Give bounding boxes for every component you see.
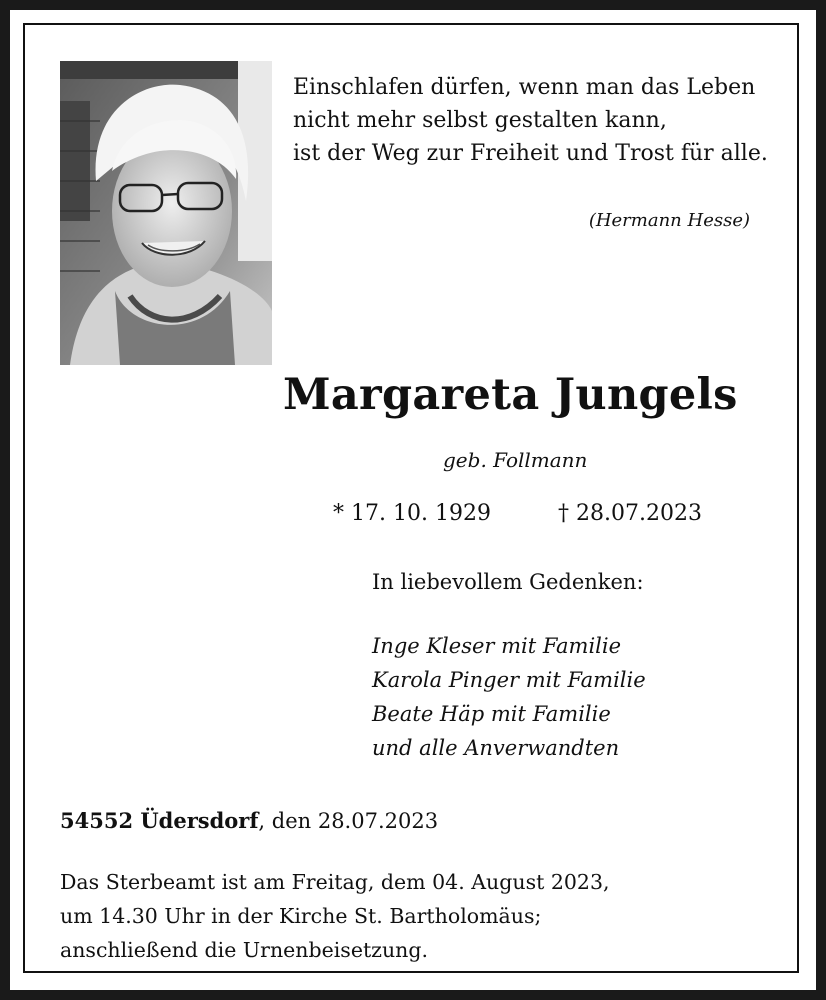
mourner-item: und alle Anverwandten bbox=[372, 736, 620, 760]
quote-source: (Hermann Hesse) bbox=[588, 210, 750, 231]
service-info bbox=[60, 865, 610, 967]
service-line: Das Sterbeamt ist am Freitag, dem 04. August 2023, bbox=[60, 870, 610, 894]
obituary-notice bbox=[10, 10, 816, 990]
quote-line: nicht mehr selbst gestalten kann, bbox=[293, 108, 667, 133]
death-date: † 28.07.2023 bbox=[558, 501, 702, 526]
service-line: anschließend die Urnenbeisetzung. bbox=[60, 938, 429, 962]
service-line: um 14.30 Uhr in der Kirche St. Bartholomäus; bbox=[60, 904, 542, 928]
place-name: 54552 Üdersdorf bbox=[60, 808, 259, 833]
maiden-name: geb. Follmann bbox=[443, 448, 588, 472]
deceased-name: Margareta Jungels bbox=[283, 370, 738, 420]
portrait-photo bbox=[60, 61, 272, 365]
birth-date: * 17. 10. 1929 bbox=[333, 501, 491, 526]
quote bbox=[293, 71, 768, 170]
notice-border bbox=[23, 23, 799, 973]
quote-line: Einschlafen dürfen, wenn man das Leben bbox=[293, 75, 756, 100]
place-and-date bbox=[60, 808, 438, 833]
portrait-image bbox=[60, 61, 272, 365]
memorial-heading: In liebevollem Gedenken: bbox=[372, 570, 644, 594]
mourner-item: Inge Kleser mit Familie bbox=[372, 634, 622, 658]
notice-date: , den 28.07.2023 bbox=[258, 809, 439, 833]
mourner-list bbox=[372, 629, 646, 765]
quote-line: ist der Weg zur Freiheit und Trost für alle. bbox=[293, 141, 768, 166]
mourner-item: Beate Häp mit Familie bbox=[372, 702, 611, 726]
mourner-item: Karola Pinger mit Familie bbox=[372, 668, 646, 692]
